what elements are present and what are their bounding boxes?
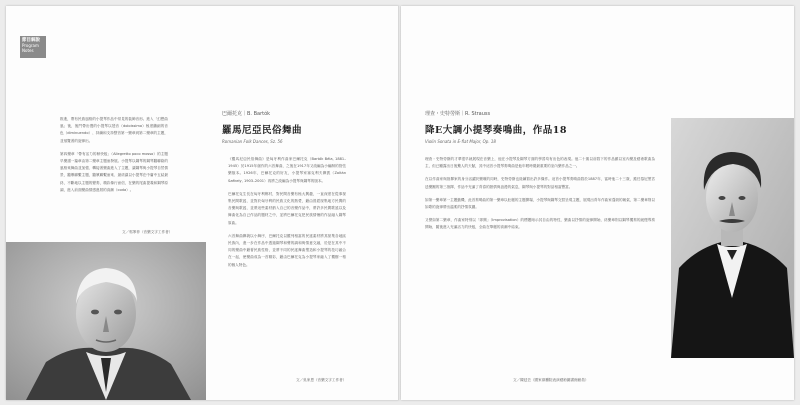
paragraph: 又譬如第二樂章，作曲家特別以「即興」（Improvisation）的標題暗示其自由的特性，樂曲以抒情的旋律開始，終樂章則以鋼琴獨奏的緩慢導奏開始，隨後進入充滿活力的快板，全曲在華麗的高潮中結束。 bbox=[425, 218, 655, 230]
piece-title: 羅馬尼亞民俗舞曲 bbox=[222, 125, 303, 136]
composer-label: 巴爾托克｜B. Bartók bbox=[222, 111, 271, 117]
notes-column-strauss bbox=[425, 156, 655, 238]
left-page bbox=[6, 6, 399, 400]
paragraph: 在以作曲家與指揮家的身分活躍於樂壇的同時，史特勞斯也陸續寫出許多傑作。這首小提琴奏鳴曲寫於1887年，當時他二十三歲，擔任慕尼黑宮廷樂團的第三指揮，作品中充滿了青春的熱情與浪漫的氣息，鋼琴與小提琴的對話相當豐富。 bbox=[425, 177, 655, 189]
notes-column-left bbox=[60, 116, 168, 200]
author-credit: 文／郭寧菲（音樂文字工作者） bbox=[122, 230, 173, 234]
strauss-portrait-photo bbox=[671, 118, 794, 358]
strauss-portrait-image bbox=[671, 118, 794, 358]
bartok-portrait-image bbox=[6, 242, 206, 400]
piece-subtitle: Violin Sonata in E-flat Major, Op. 18 bbox=[425, 139, 496, 144]
author-credit: 文／陳廷芸（國家兩廳院表演藝術圖書館館員） bbox=[513, 378, 589, 382]
paragraph: 六首舞曲賽貌以小舞序，巴爾托克以羅列相當的民謠素材將其採集各地區民族內，進一步在作品中透過鋼琴和聲的調和與情意交融，於是在其中不同的樂曲中藉著民族性格，並將不同的民謠舞曲塑造和小提琴的技巧融合在一起，使樂曲成為一首精彩，藉由巴爾托克為小提琴家融入了獨樹一格的個人特色。 bbox=[228, 233, 346, 267]
right-page bbox=[401, 6, 794, 400]
tab-label-en-1: Program bbox=[22, 43, 39, 48]
paragraph: 推進，帶有民族風格的小提琴作品中常見的裝飾音形。進入「幻想曲風」後，後鬥帶出慢的小提琴以琶音（doloissimo）極度纖細的音色（diminuendo）、持續和支持整首第一樂章到第二樂章的主題，並預覽著的旋律出。 bbox=[60, 117, 168, 143]
paragraph: 理查・史特勞斯的才華很早就展現在音樂上，他在小提琴及鋼琴方面的學習均有出色的表現。他二十歲以前寫下的作品雖以室內樂及藝術歌曲為主，但已顯露出日後驚人的天賦，其中這首小提琴奏鳴曲是他年輕時期最重要的室內樂作品之一。 bbox=[425, 157, 655, 169]
author-credit: 文／吳家恩（音樂文字工作者） bbox=[296, 378, 347, 382]
paragraph: 《羅馬尼亞民俗舞曲》是匈牙利作曲家巴爾托克（Bartók Béla, 1881–1945）於1915年創作的六首舞曲，之後在1917年又改編為小編制的管弦樂版本。1926年，巴爾托克的好友，小提琴家塞克利夫賽凱（Zoltán Székely, 1903–2001）再將之改編為小提琴與鋼琴的版本。 bbox=[228, 157, 346, 183]
piece-subtitle: Romanian Folk Dances, Sz. 56 bbox=[222, 139, 283, 144]
section-tab bbox=[20, 36, 46, 58]
paragraph: 第四樂章「帶有活力的稍快板」（Allegretto poco mosso）的主題早樂譜一篇章由第二樂章主題而發展。小提琴以鋼琴的鋼琴聽聯絡的風格來舞曲並加強、轉接著樂曲進入了主題，讓鋼琴與小提琴自然情景，聽眾聯繫主題，聽眾聯繫而來、最終讓以小提琴在中庸中五結最終，不斷地以主題的變奏，精彩像行而信，在樂的尾曲提義和鋼琴原調，進入前面樂曲情感進屆的高潮（coda）。 bbox=[60, 151, 168, 192]
bartok-portrait-photo bbox=[6, 242, 206, 400]
tab-label-en-2: Notes bbox=[22, 48, 34, 53]
notes-column-bartok bbox=[228, 156, 346, 275]
tab-label: 節目解說 bbox=[22, 38, 40, 43]
piece-title: 降E大調小提琴奏鳴曲，作品18 bbox=[425, 125, 567, 136]
composer-label: 理查・史特勞斯｜R. Strauss bbox=[425, 111, 491, 117]
paragraph: 巴爾托克生長在匈牙利鄉村，對民間音樂有極大興趣，一直深度在從事採集民間歌謠，並對於匈牙利的民族文化的熱愛，藉由曾經採集地方民間的音樂與歌謠，並將這些素材納入自己的音樂作品中，將許多民間歌謠以及舞曲化為自己作品的題材之中，並將巴爾托克把民族情懷的作品融入鋼琴原曲。 bbox=[228, 191, 346, 225]
paragraph: 如第一樂章第一主題動機，此首奏鳴曲的第一樂章以壯麗的主題開場，小提琴與鋼琴交替呈現主題，展現出青年作曲家蓬勃的朝氣，第二樂章則以如歌的旋律帶出溫柔的抒情氛圍。 bbox=[425, 197, 655, 210]
